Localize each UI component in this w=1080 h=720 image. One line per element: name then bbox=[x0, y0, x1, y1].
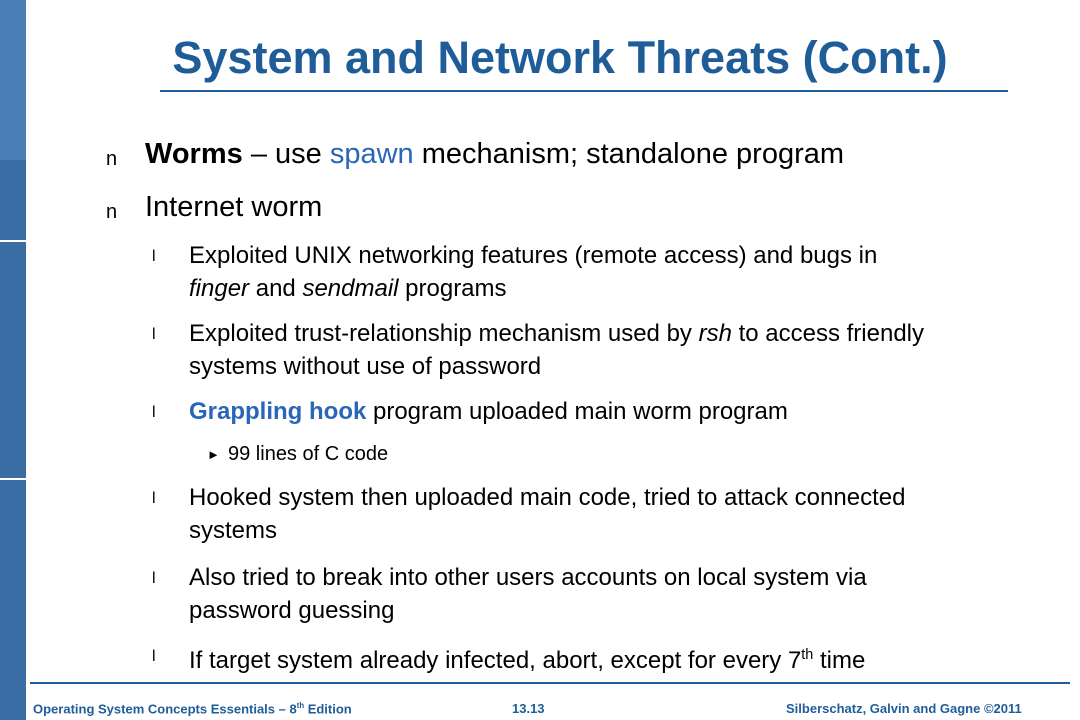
bullet-marker: n bbox=[106, 201, 118, 223]
footer-rule bbox=[30, 682, 1070, 684]
footer-slide-number: 13.13 bbox=[512, 701, 545, 716]
sub-bullet-marker: l bbox=[152, 490, 156, 507]
sub-item-trust-relationship bbox=[189, 317, 1059, 383]
slide-title: System and Network Threats (Cont.) bbox=[172, 32, 948, 83]
sub-bullet-marker: l bbox=[152, 248, 156, 265]
text-fragment: Edition bbox=[304, 701, 352, 717]
accent-bar-stripe bbox=[0, 240, 26, 242]
term-worms: Worms bbox=[145, 138, 243, 170]
sub-bullet-marker: l bbox=[152, 404, 156, 421]
text-fragment: mechanism; standalone program bbox=[413, 138, 845, 170]
sub-sub-item-99-lines: 99 lines of C code bbox=[228, 443, 389, 465]
footer-book-title bbox=[33, 701, 352, 716]
text-fragment: to access friendly bbox=[731, 320, 925, 347]
arrow-bullet-icon: ► bbox=[207, 447, 220, 462]
sub-item-grappling-hook bbox=[189, 395, 1059, 428]
text-fragment: If target system already infected, abort, except for every 7 bbox=[189, 647, 802, 674]
title-underline bbox=[160, 90, 1008, 92]
text-fragment: time bbox=[813, 647, 866, 674]
term-sendmail: sendmail bbox=[302, 275, 399, 302]
text-fragment: and bbox=[249, 275, 303, 302]
left-accent-bar bbox=[0, 0, 26, 720]
term-grappling-hook: Grappling hook bbox=[189, 398, 367, 425]
sub-item-abort bbox=[189, 639, 1059, 677]
text-fragment: Hooked system then uploaded main code, tried to attack connected bbox=[189, 484, 906, 511]
text-fragment: systems bbox=[189, 517, 278, 544]
sub-item-exploited-unix bbox=[189, 239, 1059, 305]
bullet-marker: n bbox=[106, 148, 118, 170]
term-finger: finger bbox=[189, 275, 250, 302]
text-fragment: Also tried to break into other users accounts on local system via bbox=[189, 564, 867, 591]
sub-item-hooked-system bbox=[189, 481, 1059, 547]
text-fragment: Operating System Concepts Essentials – 8 bbox=[33, 701, 297, 717]
term-spawn: spawn bbox=[329, 138, 414, 170]
text-fragment: program uploaded main worm program bbox=[366, 398, 788, 425]
sub-bullet-marker: l bbox=[152, 326, 156, 343]
text-fragment: password guessing bbox=[189, 597, 395, 624]
bullet-worms bbox=[145, 138, 844, 171]
text-fragment: Exploited UNIX networking features (remote access) and bugs in bbox=[189, 242, 878, 269]
superscript: th bbox=[801, 647, 814, 663]
text-fragment: systems without use of password bbox=[189, 353, 542, 380]
text-fragment: – use bbox=[242, 138, 330, 170]
sub-bullet-marker: l bbox=[152, 648, 156, 665]
superscript: th bbox=[296, 701, 305, 710]
accent-bar-stripe bbox=[0, 478, 26, 480]
footer-authors: Silberschatz, Galvin and Gagne ©2011 bbox=[786, 701, 1022, 716]
sub-item-password-guessing bbox=[189, 561, 1059, 627]
text-fragment: programs bbox=[398, 275, 507, 302]
bullet-internet-worm: Internet worm bbox=[145, 191, 323, 223]
term-rsh: rsh bbox=[698, 320, 732, 347]
text-fragment: Exploited trust-relationship mechanism used by bbox=[189, 320, 699, 347]
sub-bullet-marker: l bbox=[152, 570, 156, 587]
